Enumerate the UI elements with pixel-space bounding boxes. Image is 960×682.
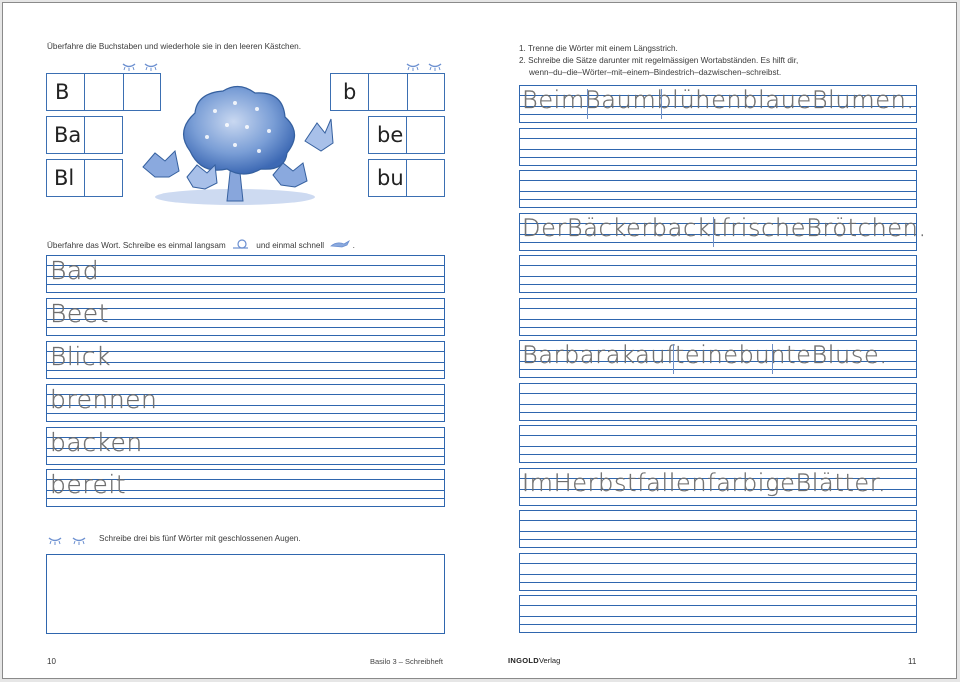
writing-band-1[interactable]	[46, 255, 445, 293]
writing-band-2[interactable]	[46, 298, 445, 336]
trace-sentence: DerBäckerbacktfrischeBrötchen.	[522, 214, 927, 242]
letter-label: be	[377, 123, 404, 147]
writing-band-right-10[interactable]	[519, 468, 917, 506]
letter-instruction: Überfahre die Buchstaben und wiederhole sie in den leeren Kästchen.	[47, 42, 301, 51]
instruction-slow-text: Überfahre das Wort. Schreibe es einmal langsam	[47, 241, 226, 250]
trace-word: backen	[50, 428, 143, 457]
rewrite-instruction: 2. Schreibe die Sätze darunter mit regelmässigen Wortabständen. Es hilft dir,	[519, 56, 799, 65]
trace-word: brennen	[50, 385, 158, 414]
word-divider-line	[587, 89, 588, 119]
trace-sentence: BarbarakaufteinebunteBluse.	[522, 341, 888, 369]
publisher-bold: INGOLD	[508, 656, 539, 665]
writing-band-right-4[interactable]	[519, 213, 927, 251]
word-divider-line	[661, 89, 662, 119]
writing-band-right-7[interactable]	[519, 340, 917, 378]
instruction-period: .	[352, 241, 355, 250]
writing-band-right-1[interactable]	[519, 85, 917, 123]
publisher-rest: Verlag	[538, 656, 561, 665]
letter-box-b	[330, 73, 445, 111]
letter-label: Bl	[54, 166, 75, 190]
tree-illustration	[135, 81, 335, 211]
writing-band-6[interactable]	[46, 469, 445, 507]
page-number-left: 10	[47, 657, 56, 666]
blind-write-instruction: Schreibe drei bis fünf Wörter mit geschlossenen Augen.	[99, 534, 301, 543]
closed-eyes-icon	[121, 61, 163, 71]
letter-label: B	[55, 80, 70, 104]
closed-eyes-icon	[47, 535, 93, 545]
writing-band-right-8[interactable]	[519, 383, 917, 421]
page-number-right: 11	[908, 657, 917, 666]
rewrite-instruction-cont: wenn–du–die–Wörter–mit–einem–Bindestrich–dazwischen–schreibst.	[529, 68, 782, 77]
letter-box-be	[368, 116, 445, 154]
letter-label: Ba	[54, 123, 82, 147]
writing-band-5[interactable]	[46, 427, 445, 465]
writing-band-right-9[interactable]	[519, 425, 917, 463]
writing-band-right-6[interactable]	[519, 298, 917, 336]
writing-band-3[interactable]	[46, 341, 445, 379]
trace-sentence: BeimBaumblühenblaueBlumen.	[522, 86, 915, 114]
letter-box-Bl	[46, 159, 123, 197]
letter-box-bu	[368, 159, 445, 197]
snail-icon	[232, 239, 250, 249]
writing-band-right-5[interactable]	[519, 255, 917, 293]
trace-word: Beet	[50, 299, 109, 328]
letter-label: bu	[377, 166, 404, 190]
word-instruction	[47, 239, 355, 250]
separate-words-instruction: 1. Trenne die Wörter mit einem Längsstrich.	[519, 44, 678, 53]
writing-band-4[interactable]	[46, 384, 445, 422]
word-divider-line	[713, 217, 714, 247]
publisher-logo	[508, 656, 560, 665]
letter-box-Ba	[46, 116, 123, 154]
writing-band-right-11[interactable]	[519, 510, 917, 548]
closed-eyes-icon	[405, 61, 447, 71]
rabbit-icon	[330, 239, 350, 249]
letter-label: b	[343, 80, 357, 104]
word-divider-line	[673, 344, 674, 374]
blind-write-box[interactable]	[46, 554, 445, 634]
trace-word: Blick	[50, 342, 111, 371]
writing-band-right-2[interactable]	[519, 128, 917, 166]
instruction-fast-text: und einmal schnell	[256, 241, 325, 250]
trace-word: Bad	[50, 256, 100, 285]
word-divider-line	[772, 344, 773, 374]
workbook-spread	[2, 2, 957, 679]
trace-word: bereit	[50, 470, 127, 499]
footer-title: Basilo 3 – Schreibheft	[370, 657, 443, 666]
writing-band-right-3[interactable]	[519, 170, 917, 208]
writing-band-right-13[interactable]	[519, 595, 917, 633]
trace-sentence: ImHerbstfallenfarbigeBlätter.	[522, 469, 887, 497]
writing-band-right-12[interactable]	[519, 553, 917, 591]
